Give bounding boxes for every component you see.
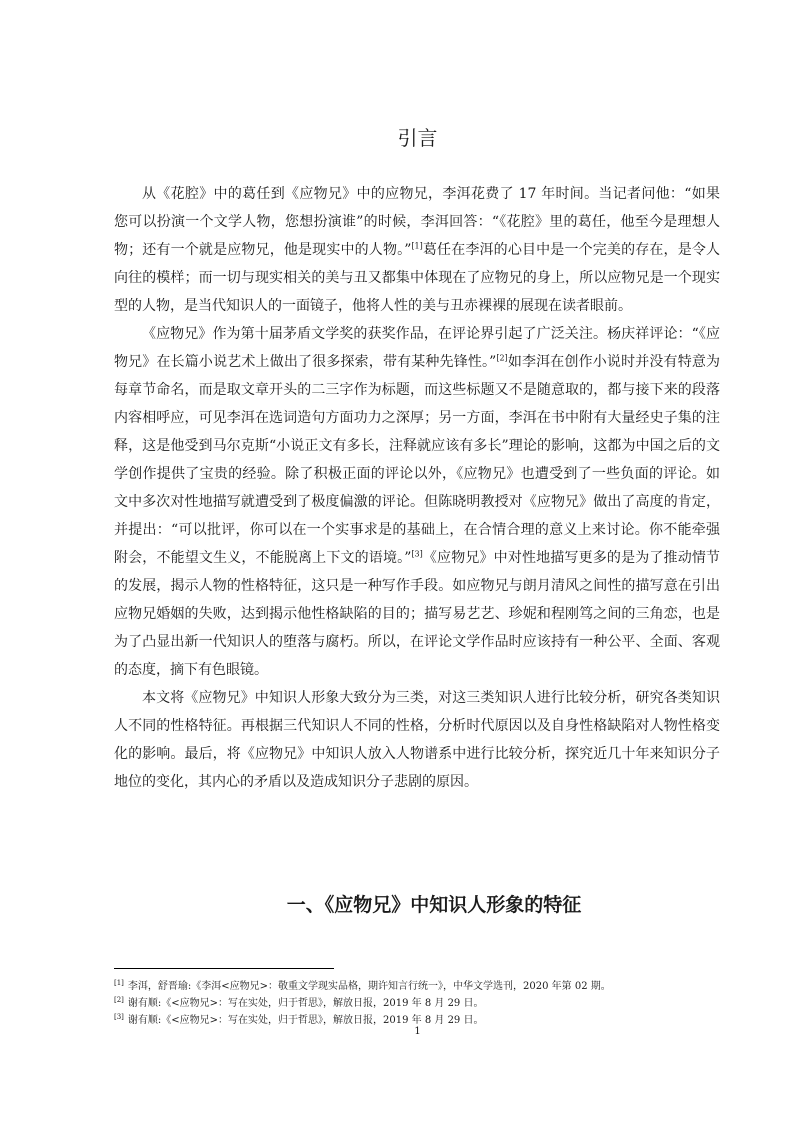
paragraph-text: 如李洱在创作小说时并没有特意为每章节命名，而是取文章开头的二三字作为标题，而这些标题又不是随意取的，都与接下来的段落内容相呼应，可见李洱在选词造句方面功力之深厚；另一方面，李洱在书中附有大量经史子集的注释，这是他受到马尔克斯“小说正文有多长，注释就应该有多长”理论的影响，这都为中国之后的文学创作提供了宝贵的经验。除了积极正面的评论以外，《应物兄》也遭受到了一些负面的评论。如文中多次对性地描写就遭受到了极度偏激的评论。但陈晓明教授对《应物兄》做出了高度的肯定，并提出：“可以批评，你可以在一个实事求是的基础上，在合情合理的意义上来讨论。你不能牵强附会，不能望文生义，不能脱离上下文的语境。”	[114, 354, 721, 566]
footnote-reference: [1]	[411, 241, 423, 251]
intro-title: 引言	[397, 126, 438, 150]
paragraph-text: 本文将《应物兄》中知识人形象大致分为三类，对这三类知识人进行比较分析，研究各类知识人不同的性格特征。再根据三代知识人不同的性格，分析时代原因以及自身性格缺陷对人物性格变化的影响。最后，将《应物兄》中知识人放入人物谱系中进行比较分析，探究近几十年来知识分子地位的变化，其内心的矛盾以及造成知识分子悲剧的原因。	[114, 690, 720, 790]
page-number: 1	[414, 1026, 421, 1037]
paragraph-text: 葛任在李洱的心目中是一个完美的存在，是令人向往的模样；而一切与现实相关的美与丑又都集中体现在了应物兄的身上，所以应物兄是一个现实型的人物，是当代知识人的一面镜子，他将人性的美与丑赤裸裸的展现在读者眼前。	[114, 242, 720, 314]
body-paragraph	[114, 320, 720, 684]
body-text	[114, 180, 720, 796]
footnote-divider	[114, 968, 334, 969]
footnote-item	[114, 978, 720, 995]
footnote-mark: [1]	[114, 978, 124, 987]
paragraph-text: 从《花腔》中的葛任到《应物兄》中的应物兄，李洱花费了 17 年时间。当记者问他：“如果您可以扮演一个文学人物，您想扮演谁”的时候，李洱回答：“《花腔》里的葛任，他至今是理想人物；还有一个就是应物兄，他是现实中的人物。”	[114, 186, 720, 258]
footnote-mark: [2]	[114, 995, 124, 1004]
paragraph-text: 《应物兄》作为第十届茅盾文学奖的获奖作品，在评论界引起了广泛关注。杨庆祥评论：“《应物兄》在长篇小说艺术上做出了很多探索，带有某种先锋性。”	[114, 326, 720, 370]
footnote-mark: [3]	[114, 1012, 124, 1021]
footnote-text: 李洱，舒晋瑜:《李洱<应物兄>：敬重文学现实品格，期许知言行统一》，中华文学选刊，2020 年第 02 期。	[127, 981, 611, 992]
footnote-text: 谢有顺:《<应物兄>：写在实处，归于哲思》，解放日报，2019 年 8 月 29 日。	[127, 998, 484, 1009]
footnote-reference: [3]	[411, 549, 423, 559]
footnote-text: 谢有顺:《<应物兄>：写在实处，归于哲思》，解放日报，2019 年 8 月 29 日。	[127, 1015, 484, 1026]
footnote-reference: [2]	[496, 353, 508, 363]
paragraph-text: 《应物兄》中对性地描写更多的是为了推动情节的发展，揭示人物的性格特征，这只是一种写作手段。如应物兄与朗月清风之间性的描写意在引出应物兄婚姻的失败，达到揭示他性格缺陷的目的；描写易艺艺、珍妮和程刚笃之间的三角恋，也是为了凸显出新一代知识人的堕落与腐朽。所以，在评论文学作品时应该持有一种公平、全面、客观的态度，摘下有色眼镜。	[114, 550, 720, 678]
footnote-item	[114, 995, 720, 1012]
body-paragraph	[114, 684, 720, 796]
section-title: 一、《应物兄》中知识人形象的特征	[286, 894, 582, 916]
footnotes	[114, 978, 720, 1029]
body-paragraph	[114, 180, 720, 320]
